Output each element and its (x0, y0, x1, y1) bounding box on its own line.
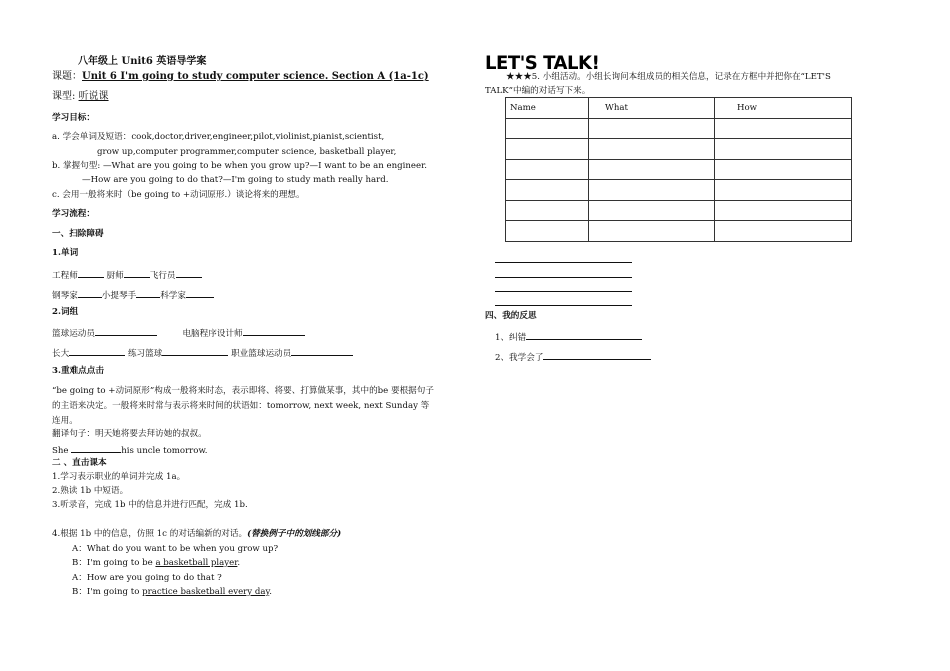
task-5-line2: TALK”中编的对话写下来。 (485, 86, 591, 96)
stars-icon: ★★★ (506, 72, 532, 82)
dialog-text: What do you want to be when you grow up? (86, 544, 279, 554)
table-cell[interactable] (589, 221, 715, 242)
table-row (506, 139, 852, 160)
task-5-text: 5. 小组活动。小组长询问本组成员的相关信息，记录在方框中并把你在“LET'S (531, 72, 831, 82)
writing-line[interactable] (495, 262, 632, 263)
table-cell[interactable] (506, 221, 589, 242)
dialog-underlined: practice basketball every day (142, 587, 270, 597)
dialog-end: . (269, 587, 272, 597)
phrase-label: 职业篮球运动员 (231, 349, 292, 359)
phrase-label: 电脑程序设计师 (182, 329, 243, 339)
table-row (506, 159, 852, 180)
record-table (505, 97, 852, 242)
reflection-item-1 (495, 330, 642, 343)
table-cell[interactable] (589, 118, 715, 139)
task-4 (52, 529, 341, 539)
task-5-line1 (506, 72, 831, 82)
words-heading: 1.单词 (52, 248, 79, 258)
table-cell[interactable] (589, 180, 715, 201)
lesson-type-line (52, 91, 109, 103)
answer-blank[interactable] (186, 288, 214, 298)
word-label: 厨师 (106, 271, 124, 281)
column-header-what: What (589, 98, 715, 119)
table-cell[interactable] (506, 180, 589, 201)
table-cell[interactable] (715, 221, 852, 242)
translate-blank[interactable] (71, 443, 121, 453)
section2-heading: 二 、直击课本 (52, 458, 107, 468)
objectives-heading: 学习目标： (52, 113, 95, 123)
dialog-text: How are you going to do that ? (86, 573, 222, 583)
phrases-row-2 (52, 346, 353, 359)
reflection-blank[interactable] (543, 350, 651, 360)
dialog-speaker: A： (72, 544, 87, 554)
table-cell[interactable] (589, 159, 715, 180)
table-row (506, 118, 852, 139)
reflection-label: 2、我学会了 (495, 353, 544, 363)
process-heading: 学习流程： (52, 209, 95, 219)
answer-blank[interactable] (291, 346, 353, 356)
answer-blank[interactable] (176, 268, 202, 278)
column-header-how: How (715, 98, 852, 119)
phrase-label: 篮球运动员 (52, 329, 95, 339)
dialog-speaker: B： (72, 558, 87, 568)
word-label: 钢琴家 (52, 291, 78, 301)
task-3: 3.听录音，完成 1b 中的信息并进行匹配，完成 1b. (52, 500, 248, 510)
answer-blank[interactable] (162, 346, 228, 356)
subject-text: Unit 6 I'm going to study computer science. Section A (1a-1c) (82, 71, 429, 82)
translate-end: his uncle tomorrow. (121, 446, 208, 456)
table-cell[interactable] (589, 139, 715, 160)
table-row (506, 200, 852, 221)
section1-heading: 一、扫除障碍 (52, 229, 104, 239)
objective-c-line: c. 会用一般将来时（be going to +动词原形.）谈论将来的理想。 (52, 190, 305, 200)
answer-blank[interactable] (78, 268, 104, 278)
phrases-heading: 2.词组 (52, 307, 79, 317)
word-label: 飞行员 (149, 271, 176, 281)
table-cell[interactable] (715, 180, 852, 201)
reflection-heading: 四、我的反思 (485, 311, 537, 321)
writing-line[interactable] (495, 305, 632, 306)
lesson-type-prefix: 课型: (52, 91, 79, 102)
table-cell[interactable] (506, 118, 589, 139)
task-1: 1.学习表示职业的单词并完成 1a。 (52, 472, 186, 482)
dialog-underlined: a basketball player (155, 558, 238, 568)
reflection-label: 1、纠错 (495, 333, 527, 343)
column-header-name: Name (506, 98, 589, 119)
words-row-2 (52, 288, 214, 301)
dialog-end: . (237, 558, 241, 568)
objective-b-line2: —How are you going to do that?—I'm going to study math really hard. (82, 175, 389, 185)
phrase-label: 长大 (52, 349, 70, 359)
word-label: 小提琴手 (101, 291, 137, 301)
table-cell[interactable] (589, 200, 715, 221)
key-points-heading: 3.重难点点击 (52, 366, 104, 376)
dialog-text: I'm going to (86, 587, 143, 597)
answer-blank[interactable] (78, 288, 102, 298)
dialog-speaker: B： (72, 587, 87, 597)
task-2: 2.熟读 1b 中短语。 (52, 486, 129, 496)
table-cell[interactable] (506, 200, 589, 221)
answer-blank[interactable] (136, 288, 160, 298)
phrases-row-1 (52, 326, 305, 339)
writing-line[interactable] (495, 291, 632, 292)
objective-a-line2: grow up,computer programmer,computer science, basketball player, (97, 147, 397, 157)
table-cell[interactable] (506, 159, 589, 180)
word-label: 科学家 (160, 291, 186, 301)
lets-talk-logo: LET'S TALK! (485, 52, 600, 74)
dialog-line (72, 544, 278, 554)
table-cell[interactable] (715, 118, 852, 139)
task-4-note: (替换例子中的划线部分) (247, 529, 342, 539)
answer-blank[interactable] (243, 326, 305, 336)
table-cell[interactable] (715, 159, 852, 180)
page-title: 八年级上 Unit6 英语导学案 (78, 56, 207, 67)
subject-prefix: 课题： (52, 71, 82, 82)
table-cell[interactable] (506, 139, 589, 160)
translate-prompt: 翻译句子：明天她将要去拜访她的叔叔。 (52, 429, 207, 439)
dialog-speaker: A： (72, 573, 87, 583)
phrase-label: 练习篮球 (127, 349, 163, 359)
table-row (506, 180, 852, 201)
key-points-paragraph: “be going to +动词原形”构成一般将来时态，表示即将、将要、打算做某事，其中的be 要根据句子的主语来决定。一般将来时常与表示将来时间的状语如：tomorrow, next week, next Sunday 等连用。 (52, 386, 434, 426)
answer-blank[interactable] (124, 268, 150, 278)
table-header-row (506, 98, 852, 119)
table-row (506, 221, 852, 242)
answer-blank[interactable] (95, 326, 157, 336)
task-4-text: 4.根据 1b 中的信息，仿照 1c 的对话编新的对话。 (52, 529, 248, 539)
reflection-blank[interactable] (526, 330, 642, 340)
lesson-type: 听说课 (78, 91, 109, 102)
answer-blank[interactable] (69, 346, 125, 356)
reflection-item-2 (495, 350, 651, 363)
dialog-line (72, 573, 222, 583)
dialog-line (72, 587, 272, 597)
objective-a-line1: a. 学会单词及短语：cook,doctor,driver,engineer,pilot,violinist,pianist,scientist, (52, 132, 385, 142)
objective-b-line1: b. 掌握句型: —What are you going to be when you grow up?—I want to be an engineer. (52, 161, 427, 171)
dialog-text: I'm going to be (86, 558, 156, 568)
dialog-line (72, 558, 240, 568)
word-label: 工程师 (52, 271, 78, 281)
translate-start: She (52, 446, 72, 456)
table-cell[interactable] (715, 200, 852, 221)
translate-line (52, 443, 208, 456)
table-cell[interactable] (715, 139, 852, 160)
words-row-1 (52, 268, 202, 281)
writing-line[interactable] (495, 277, 632, 278)
subject-line (52, 71, 429, 83)
